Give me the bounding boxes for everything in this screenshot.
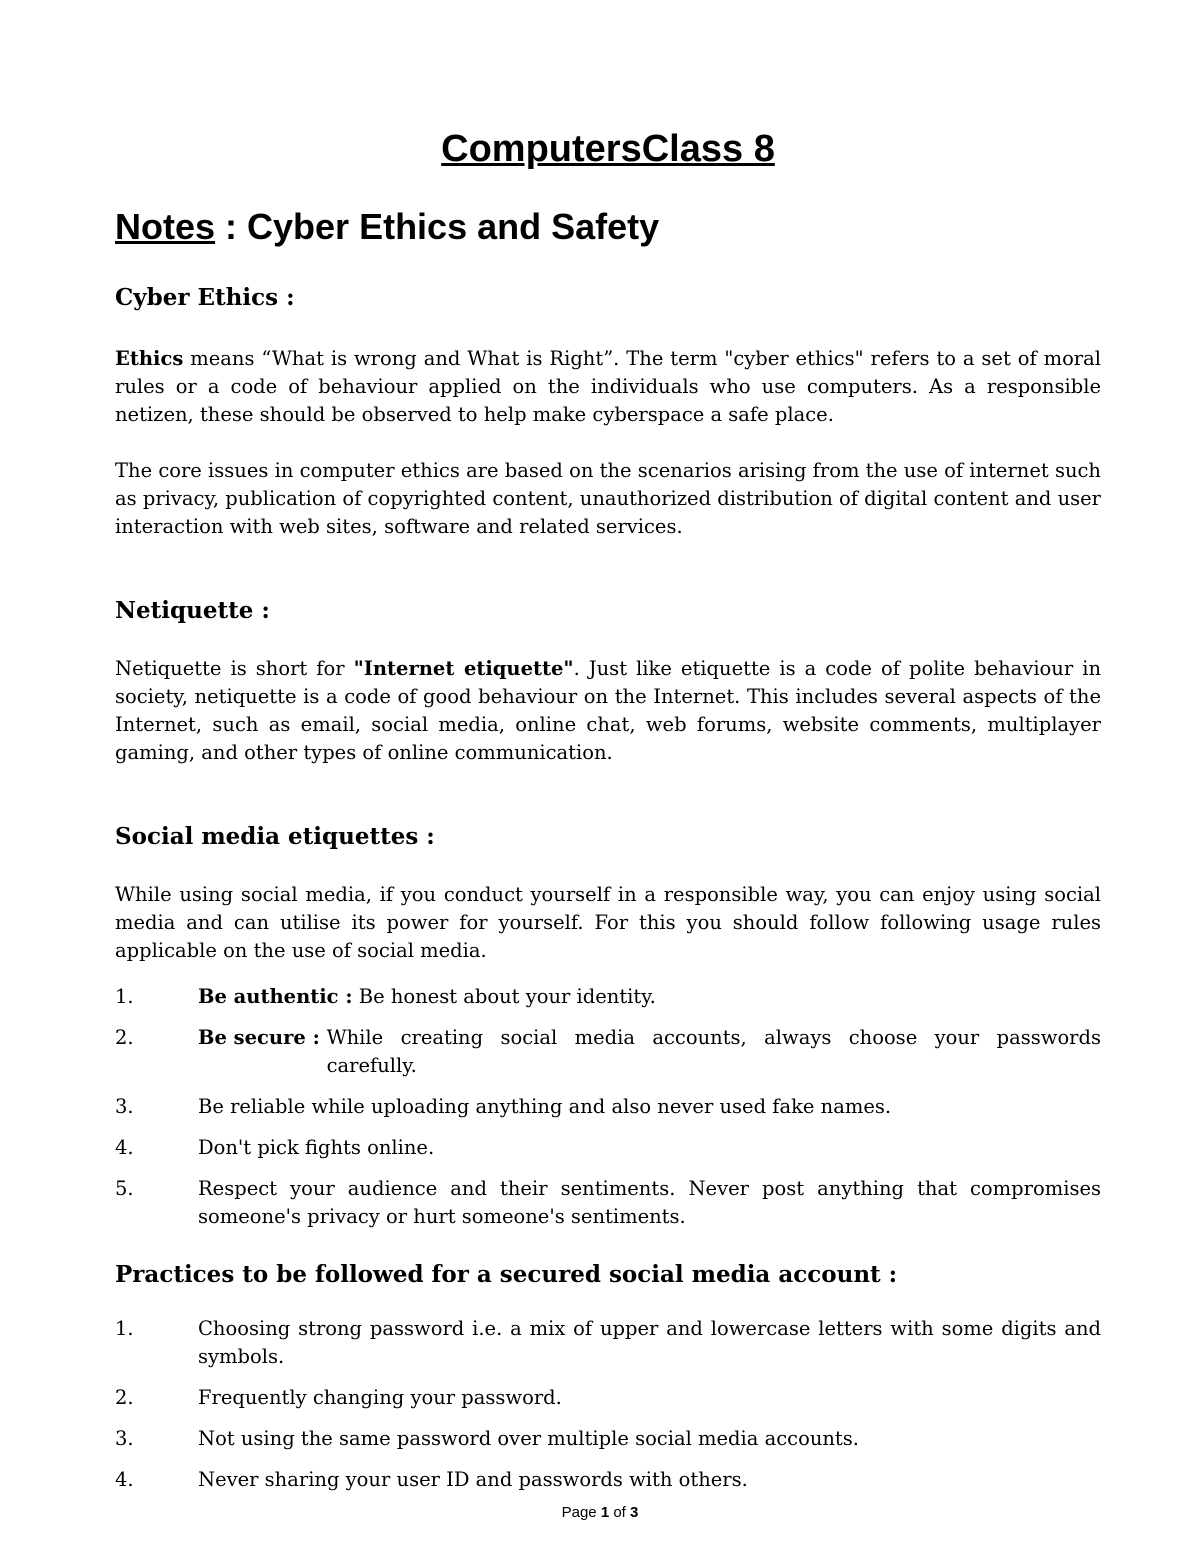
- list-item-text: Never sharing your user ID and passwords with others.: [198, 1468, 748, 1491]
- social-media-intro: While using social media, if you conduct yourself in a responsible way, you can enjoy using social media and can utilise its power for yourself. For this you should follow following usage rules applicable on the use of social media.: [115, 883, 1101, 962]
- document-page: [115, 0, 1101, 1553]
- list-item: [115, 1175, 1101, 1231]
- list-item-text: Don't pick fights online.: [198, 1136, 435, 1159]
- social-media-rules-list: [115, 983, 1101, 1244]
- notes-label: Notes: [115, 206, 216, 247]
- list-item-text: Not using the same password over multiple social media accounts.: [198, 1427, 859, 1450]
- practices-heading: Practices to be followed for a secured social media account :: [115, 1261, 898, 1288]
- list-item-label: Be authentic :: [198, 985, 353, 1008]
- list-item-number: 2.: [115, 1386, 134, 1409]
- list-item: [115, 983, 1101, 1011]
- footer-of-word: of: [613, 1504, 626, 1521]
- list-item-number: 1.: [115, 1317, 134, 1340]
- list-item-number: 4.: [115, 1468, 134, 1491]
- social-media-heading: Social media etiquettes :: [115, 823, 435, 850]
- list-item-text: Frequently changing your password.: [198, 1386, 562, 1409]
- list-item-number: 3.: [115, 1427, 134, 1450]
- list-item: [115, 1466, 1101, 1494]
- list-item-text: Be honest about your identity.: [352, 985, 656, 1008]
- list-item-label: Be secure :: [198, 1026, 327, 1049]
- list-item-number: 4.: [115, 1136, 134, 1159]
- list-item-number: 2.: [115, 1026, 134, 1049]
- cyber-ethics-paragraph-2: The core issues in computer ethics are based on the scenarios arising from the use of internet such as privacy, publication of copyrighted content, unauthorized distribution of digital content and user interaction with web sites, software and related services.: [115, 459, 1101, 538]
- list-item: [115, 1093, 1101, 1121]
- ethics-term: Ethics: [115, 347, 184, 370]
- netiquette-p-before: Netiquette is short for: [115, 657, 354, 680]
- list-item: [115, 1315, 1101, 1371]
- cyber-ethics-heading: Cyber Ethics :: [115, 284, 295, 311]
- footer-page-number: 1: [600, 1504, 610, 1521]
- internet-etiquette-term: "Internet etiquette": [353, 657, 574, 680]
- netiquette-p-after: . Just like etiquette is a code of polite behaviour in society, netiquette is a code of good behaviour on the Internet. This includes several aspects of the Internet, such as email, social media, online chat, web forums, website comments, multiplayer gaming, and other types of online communication.: [115, 657, 1101, 764]
- netiquette-heading: Netiquette :: [115, 597, 270, 624]
- page-footer: [0, 1504, 1200, 1521]
- list-item: [115, 1384, 1101, 1412]
- notes-heading: [115, 206, 659, 248]
- cyber-ethics-p1-text: means “What is wrong and What is Right”. The term "cyber ethics" refers to a set of moral rules or a code of behaviour applied on the individuals who use computers. As a responsible netizen, these should be observed to help make cyberspace a safe place.: [115, 347, 1101, 426]
- cyber-ethics-paragraph-1: [115, 345, 1101, 429]
- list-item-text: Choosing strong password i.e. a mix of upper and lowercase letters with some digits and symbols.: [198, 1317, 1101, 1368]
- list-item-number: 3.: [115, 1095, 134, 1118]
- list-item-text: While creating social media accounts, always choose your passwords carefully.: [326, 1026, 1101, 1077]
- list-item: [115, 1425, 1101, 1453]
- netiquette-paragraph: [115, 655, 1101, 767]
- footer-page-word: Page: [561, 1504, 597, 1521]
- list-item: [115, 1134, 1101, 1162]
- list-item-number: 5.: [115, 1177, 134, 1200]
- list-item-text: Respect your audience and their sentiments. Never post anything that compromises someone's privacy or hurt someone's sentiments.: [198, 1177, 1101, 1228]
- list-item-text: Be reliable while uploading anything and also never used fake names.: [198, 1095, 892, 1118]
- list-item: [115, 1024, 1101, 1080]
- list-item-number: 1.: [115, 985, 134, 1008]
- document-title: ComputersClass 8: [441, 128, 775, 170]
- notes-subtitle: : Cyber Ethics and Safety: [215, 206, 660, 247]
- footer-page-total: 3: [630, 1504, 639, 1521]
- practices-list: [115, 1315, 1101, 1507]
